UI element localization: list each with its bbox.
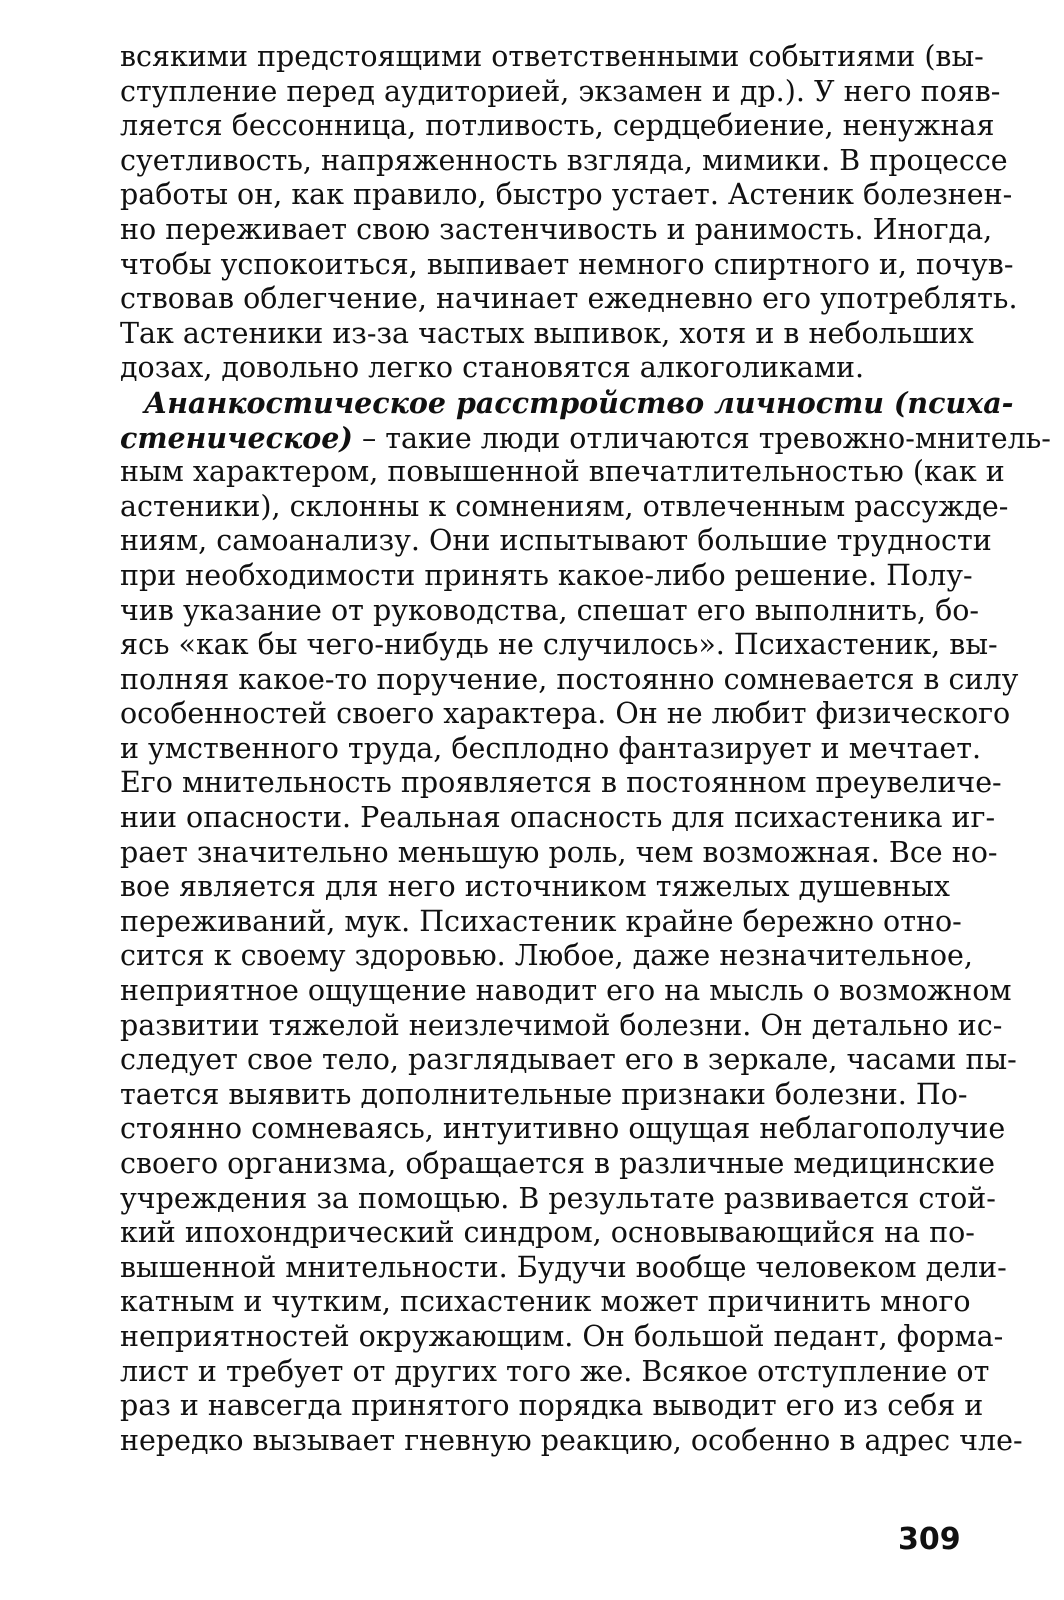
text-line: при необходимости принять какое-либо решение. Полу- (120, 558, 973, 592)
text-line: ляется бессонница, потливость, сердцебиение, ненужная (120, 109, 995, 143)
text-line: развитии тяжелой неизлечимой болезни. Он детально ис- (120, 1008, 1003, 1042)
text-line: всякими предстоящими ответственными событиями (вы- (120, 40, 984, 73)
text-line: неприятное ощущение наводит его на мысль о возможном (120, 974, 1012, 1008)
text-fragment: – такие люди отличаются тревожно-мнитель- (352, 421, 1051, 455)
section-term-line-2: стеническое) (120, 420, 353, 455)
text-line: нии опасности. Реальная опасность для психастеника иг- (120, 801, 996, 835)
body-text (120, 40, 1051, 1458)
text-line: вышенной мнительности. Будучи вообще человеком дели- (120, 1250, 1007, 1284)
paragraph-2 (120, 385, 1051, 1458)
text-line: переживаний, мук. Психастеник крайне бережно отно- (120, 904, 962, 938)
text-line: тается выявить дополнительные признаки болезни. По- (120, 1077, 968, 1111)
text-line: астеники), склонны к сомнениям, отвлеченным рассужде- (120, 489, 1009, 523)
page-number: 309 (898, 1522, 961, 1557)
text-line: ясь «как бы чего-нибудь не случилось». Психастеник, вы- (120, 628, 998, 662)
text-line: чив указание от руководства, спешат его выполнить, бо- (120, 593, 980, 627)
text-line: Его мнительность проявляется в постоянном преувеличе- (120, 766, 1002, 800)
text-line: рает значительно меньшую роль, чем возможная. Все но- (120, 835, 998, 869)
text-line: полняя какое-то поручение, постоянно сомневается в силу (120, 662, 1019, 696)
text-line: но переживает свою застенчивость и ранимость. Иногда, (120, 212, 993, 246)
text-line: раз и навсегда принятого порядка выводит его из себя и (120, 1389, 984, 1423)
text-line: сится к своему здоровью. Любое, даже незначительное, (120, 939, 973, 973)
text-line: своего организма, обращается в различные медицинские (120, 1147, 995, 1180)
text-line: кий ипохондрический синдром, основывающийся на по- (120, 1216, 975, 1250)
text-line: стоянно сомневаясь, интуитивно ощущая неблагополучие (120, 1112, 1006, 1146)
text-line: катным и чутким, психастеник может причинить много (120, 1285, 971, 1319)
section-term-line-1: Ананкостическое расстройство личности (психа- (144, 385, 1014, 420)
text-line: и умственного труда, бесплодно фантазирует и мечтает. (120, 731, 982, 765)
text-line: ступление перед аудиторией, экзамен и др.). У него появ- (120, 74, 1001, 108)
text-line: чтобы успокоиться, выпивает немного спиртного и, почув- (120, 247, 1014, 281)
text-line: лист и требует от других того же. Всякое отступление от (120, 1354, 990, 1388)
text-line (120, 420, 1051, 456)
text-line: суетливость, напряженность взгляда, мимики. В процессе (120, 143, 1008, 177)
text-line: следует свое тело, разглядывает его в зеркале, часами пы- (120, 1043, 1017, 1077)
text-line: особенностей своего характера. Он не любит физического (120, 697, 1011, 731)
text-line: ным характером, повышенной впечатлительностью (как и (120, 455, 1005, 489)
text-line: неприятностей окружающим. Он большой педант, форма- (120, 1319, 1004, 1353)
text-line: учреждения за помощью. В результате развивается стой- (120, 1181, 996, 1215)
text-line: Так астеники из-за частых выпивок, хотя и в небольших (120, 316, 974, 350)
text-line: ниям, самоанализу. Они испытывают большие трудности (120, 524, 992, 558)
text-line: вое является для него источником тяжелых душевных (120, 870, 950, 904)
text-line: работы он, как правило, быстро устает. Астеник болезнен- (120, 178, 1013, 212)
text-line: ствовав облегчение, начинает ежедневно его употреблять. (120, 282, 1018, 316)
paragraph-1 (120, 40, 1018, 386)
text-line: нередко вызывает гневную реакцию, особенно в адрес чле- (120, 1423, 1023, 1457)
text-line: дозах, довольно легко становятся алкоголиками. (120, 351, 865, 385)
